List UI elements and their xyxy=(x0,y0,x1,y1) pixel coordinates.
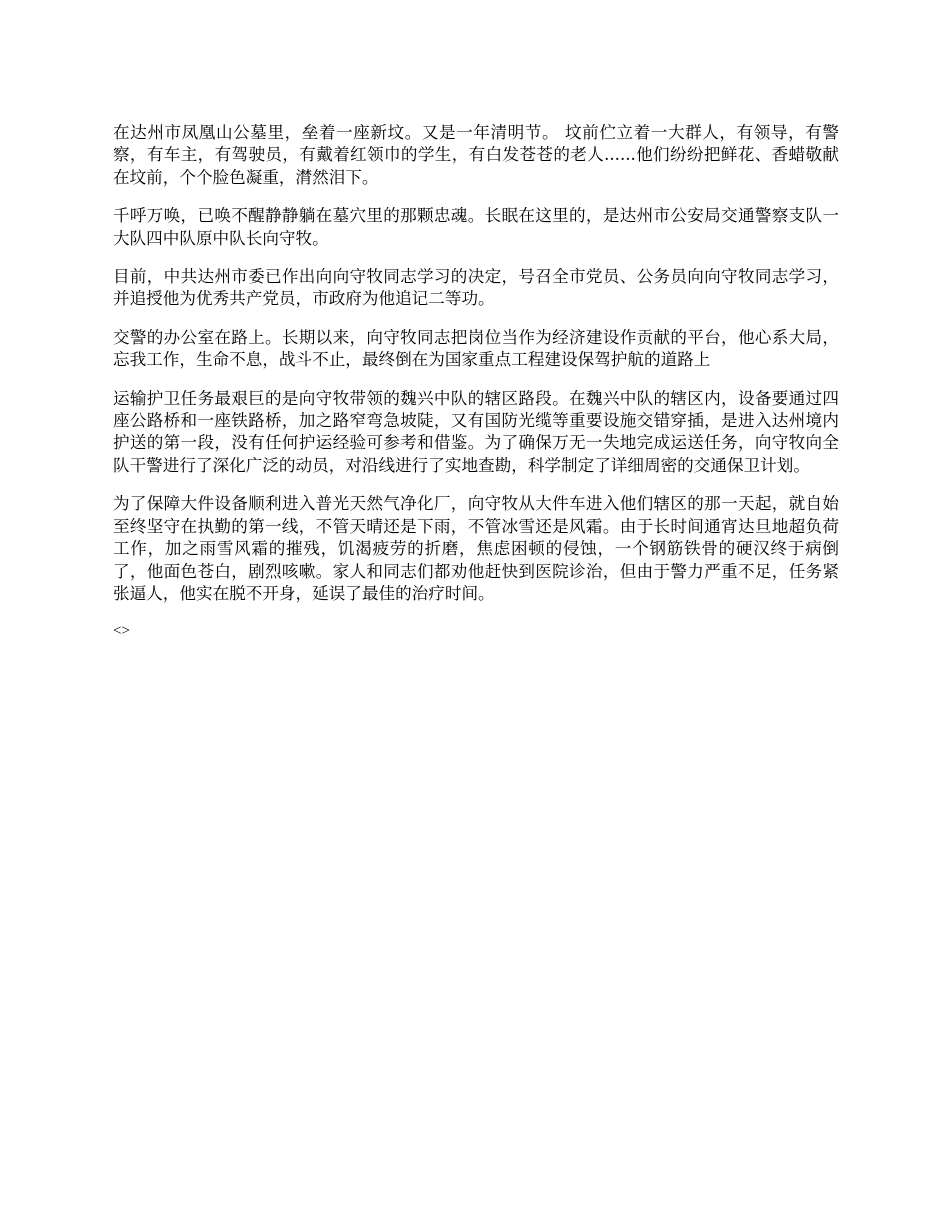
article-body xyxy=(113,122,839,641)
paragraph-3: 目前，中共达州市委已作出向向守牧同志学习的决定，号召全市党员、公务员向向守牧同志学习，并追授他为优秀共产党员，市政府为他追记二等功。 xyxy=(113,267,839,309)
paragraph-5: 运输护卫任务最艰巨的是向守牧带领的魏兴中队的辖区路段。在魏兴中队的辖区内，设备要通过四座公路桥和一座铁路桥，加之路窄弯急坡陡，又有国防光缆等重要设施交错穿插，是进入达州境内护送的第一段，没有任何护运经验可参考和借鉴。为了确保万无一失地完成运送任务，向守牧向全队干警进行了深化广泛的动员，对沿线进行了实地查勘，科学制定了详细周密的交通保卫计划。 xyxy=(113,388,839,475)
paragraph-4: 交警的办公室在路上。长期以来，向守牧同志把岗位当作为经济建设作贡献的平台，他心系大局，忘我工作，生命不息，战斗不止，最终倒在为国家重点工程建设保驾护航的道路上 xyxy=(113,327,839,370)
paragraph-2: 千呼万唤，已唤不醒静静躺在墓穴里的那颗忠魂。长眠在这里的，是达州市公安局交通警察支队一大队四中队原中队长向守牧。 xyxy=(113,206,839,248)
tail-mark: <> xyxy=(113,623,130,640)
paragraph-1: 在达州市凤凰山公墓里，垒着一座新坟。又是一年清明节。 坟前伫立着一大群人，有领导，有警察，有车主，有驾驶员，有戴着红领巾的学生，有白发苍苍的老人......他们纷纷把鲜花、香蜡敬献在坟前，个个脸色凝重，潸然泪下。 xyxy=(113,123,839,187)
paragraph-6: 为了保障大件设备顺利进入普光天然气净化厂，向守牧从大件车进入他们辖区的那一天起，就自始至终坚守在执勤的第一线，不管天晴还是下雨，不管冰雪还是风霜。由于长时间通宵达旦地超负荷工作，加之雨雪风霜的摧残，饥渴疲劳的折磨，焦虑困顿的侵蚀，一个钢筋铁骨的硬汉终于病倒了，他面色苍白，剧烈咳嗽。家人和同志们都劝他赶快到医院诊治，但由于警力严重不足，任务紧张逼人，他实在脱不开身，延误了最佳的治疗时间。 xyxy=(113,494,839,603)
